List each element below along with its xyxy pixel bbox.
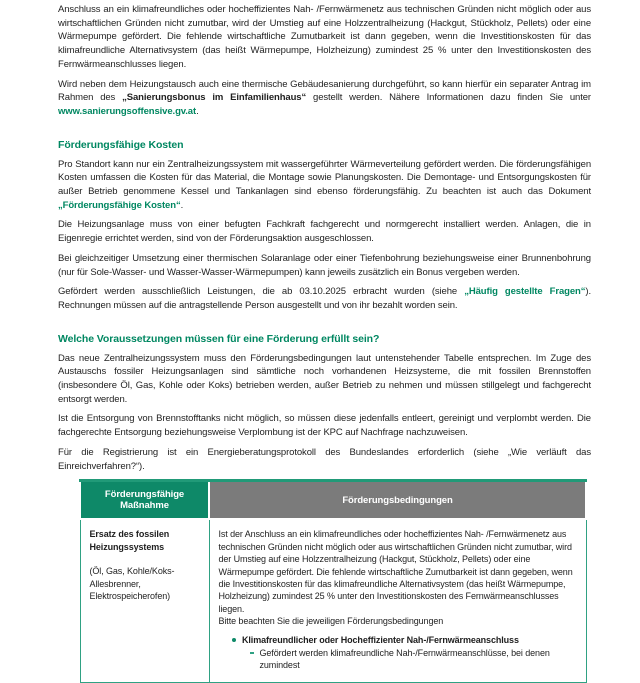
- section-heading-voraussetzungen: Welche Voraussetzungen müssen für eine Förderung erfüllt sein?: [58, 332, 380, 345]
- text-segment: „Sanierungsbonus im Einfamilienhaus“: [122, 92, 307, 104]
- paragraph-foerderungsbedingungen-tabelle: Das neue Zentralheizungssystem muss den Förderungsbedingungen laut untenstehender Tabelle entsprechen. Im Zuge des Austauschs fossiler Heizungsanlagen sind sämtliche noch vorhandenen Heizsysteme, die mit fossilen Brennstoffen (insbesondere Öl, Gas, Kohle oder Koks) betrieben werden, außer Betrieb zu nehmen und müssen stillgelegt und fachgerecht entsorgt werden.: [58, 352, 591, 405]
- sub-bullet-label: Gefördert werden klimafreundliche Nah-/Fernwärmeanschlüsse, bei denen zumindest: [259, 647, 550, 671]
- measure-cell: [80, 519, 209, 682]
- text-segment: gestellt werden. Nähere Informationen dazu finden Sie unter: [306, 92, 591, 104]
- paragraph-energieberatungsprotokoll: Für die Registrierung ist ein Energieberatungsprotokoll des Bundeslandes erforderlich (siehe „Wie verläuft das Einreichverfahren?“).: [58, 446, 591, 472]
- paragraph-brennstofftanks: Ist die Entsorgung von Brennstofftanks nicht möglich, so müssen diese jedenfalls entleert, gereinigt und verplombt werden. Die fachgerechte Entsorgung beziehungsweise Verplombung ist der KPC auf Nachfrage nachzuweisen.: [58, 413, 591, 439]
- haeufig-gestellte-fragen-link[interactable]: „Häufig gestellte Fragen“: [464, 286, 586, 298]
- table-row: [80, 519, 586, 682]
- paragraph-fernwaerme-anschluss: Anschluss an ein klimafreundliches oder hocheffizientes Nah- /Fernwärmenetz aus technischen Gründen nicht möglich oder aus wirtschaftlichen Gründen nicht zumutbar, wird der Umstieg auf eine Holzzentralheizung (Hackgut, Stückholz, Pellets) oder eine Wärmepumpe gefördert. Die fehlende wirtschaftliche Zumutbarkeit ist dann gegeben, wenn die Investitionskosten für das klimafreundliche Alternativsystem (das heißt Wärmepumpe, Holzheizung) zumindest 25 % unter den Investitionskosten des Fernwärmeanschlusses liegen.: [58, 4, 591, 70]
- text-segment: Wird neben dem Heizungstausch auch eine thermische Gebäudesanierung durchgeführt, so kann hierfür ein separater Antrag im Rahmen des: [58, 78, 591, 104]
- sub-bullet-icon: [250, 652, 254, 654]
- paragraph-solaranlage-bonus: Bei gleichzeitiger Umsetzung einer thermischen Solaranlage oder einer Tiefenbohrung beziehungsweise einer Brunnenbohrung (nur für Sole-Wasser- und Wasser-Wasser-Wärmepumpen) kann jeweils zusätzlich ein Bonus vergeben werden.: [58, 252, 591, 278]
- text-segment: ). Rechnungen müssen auf die antragstellende Person ausgestellt und von ihr bezahlt worden sein.: [58, 286, 591, 311]
- measure-title: Ersatz des fossilen Heizungssystems: [89, 529, 170, 552]
- measure-note: (Öl, Gas, Kohle/Koks-Allesbrenner, Elektrospeicherofen): [89, 566, 175, 601]
- text-segment: Gefördert werden ausschließlich Leistungen, die ab 03.10.2025 erbracht wurden (siehe: [58, 286, 465, 298]
- table-header-row: [80, 481, 586, 520]
- conditions-intro: Ist der Anschluss an ein klimafreundliches oder hocheffizientes Nah- /Fernwärmenetz aus technischen Gründen nicht möglich oder aus wirtschaftlichen Gründen nicht zumutbar, wird der Umstieg auf eine Holzzentralheizung (Hackgut, Stückholz, Pellets) oder eine Wärmepumpe gefördert. Die fehlende wirtschaftliche Zumutbarkeit ist dann gegeben, wenn die Investitionskosten für das klimafreundliche Alternativsystem (das heißt Wärmepumpe, Holzheizung) zumindest 25 % unter den Investitionskosten des Fernwärmeanschlusses liegen.: [218, 529, 573, 614]
- paragraph-sanierungsbonus: [58, 78, 591, 119]
- paragraph-fachkraft-installation: Die Heizungsanlage muss von einer befugten Fachkraft fachgerecht und normgerecht installiert werden. Anlagen, die in Eigenregie errichtet werden, sind von der Förderungsaktion ausgeschlossen.: [58, 219, 591, 245]
- bullet-label: Klimafreundlicher oder Hocheffizienter Nah-/Fernwärmeanschluss: [242, 634, 519, 645]
- table-header-bedingungen: Förderungsbedingungen: [209, 481, 586, 520]
- conditions-note: Bitte beachten Sie die jeweiligen Förderungsbedingungen: [218, 616, 444, 627]
- document-content: [58, 0, 591, 683]
- foerderungsfaehige-kosten-link[interactable]: „Förderungsfähige Kosten“: [58, 199, 181, 211]
- text-segment: Pro Standort kann nur ein Zentralheizungssystem mit wassergeführter Wärmeverteilung gefördert werden. Die förderungsfähigen Kosten umfassen die Kosten für das Material, die Montage sowie Planungskosten. Die Demontage- und Entsorgungskosten für außer Betrieb genommene Kessel und Tankanlagen sind ebenso förderungsfähig. Zu beachten ist auch das Dokument: [58, 158, 591, 198]
- paragraph-zentralheizungssystem-kosten: [58, 158, 591, 213]
- funding-conditions-table: [79, 479, 587, 682]
- text-segment: .: [180, 199, 184, 211]
- conditions-cell: [209, 519, 586, 682]
- text-segment: .: [196, 105, 199, 117]
- section-heading-foerderungsfaehige-kosten: Förderungsfähige Kosten: [58, 138, 184, 151]
- sub-bullet-item: [219, 647, 578, 672]
- sanierungsoffensive-link[interactable]: www.sanierungsoffensive.gv.at: [58, 105, 197, 117]
- paragraph-leistungen-stichtag: [58, 285, 591, 312]
- table-header-massnahme: Förderungsfähige Maßnahme: [80, 481, 209, 520]
